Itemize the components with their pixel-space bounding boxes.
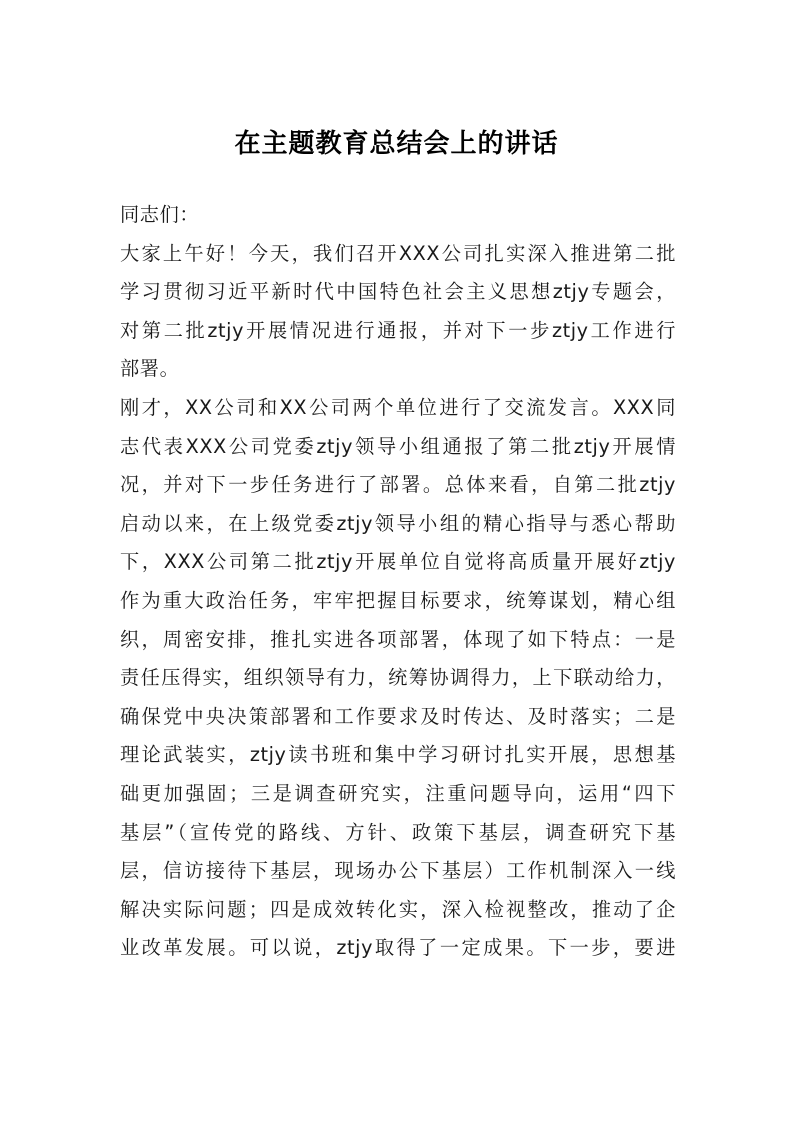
document-body — [120, 196, 676, 968]
paragraph-2 — [120, 389, 676, 968]
paragraph-line: 况，并对下一步任务进行了部署。总体来看，自第二批ztjy — [120, 473, 676, 497]
paragraph-line: 对第二批ztjy开展情况进行通报，并对下一步ztjy工作进行 — [120, 318, 676, 342]
paragraph-line: 部署。 — [120, 357, 180, 381]
paragraph-line: 启动以来，在上级党委ztjy领导小组的精心指导与悉心帮助 — [120, 511, 676, 535]
paragraph-line: 确保党中央决策部署和工作要求及时传达、及时落实；二是 — [120, 704, 676, 728]
paragraph-line: 大家上午好！今天，我们召开XXX公司扎实深入推进第二批 — [120, 241, 676, 265]
paragraph-line: 理论武装实，ztjy读书班和集中学习研讨扎实开展，思想基 — [120, 743, 676, 767]
paragraph-line: 基层”（宣传党的路线、方针、政策下基层，调查研究下基 — [120, 820, 676, 844]
paragraph-line: 志代表XXX公司党委ztjy领导小组通报了第二批ztjy开展情 — [120, 434, 676, 458]
paragraph-line: 刚才，XX公司和XX公司两个单位进行了交流发言。XXX同 — [120, 395, 676, 419]
salutation: 同志们： — [120, 203, 200, 226]
paragraph-line: 作为重大政治任务，牢牢把握目标要求，统筹谋划，精心组 — [120, 588, 676, 612]
paragraph-line: 解决实际问题；四是成效转化实，深入检视整改，推动了企 — [120, 897, 676, 921]
paragraph-line: 学习贯彻习近平新时代中国特色社会主义思想ztjy专题会， — [120, 280, 676, 304]
paragraph-1 — [120, 235, 676, 389]
paragraph-line: 业改革发展。可以说，ztjy取得了一定成果。下一步，要进 — [120, 936, 676, 960]
paragraph-line: 下，XXX公司第二批ztjy开展单位自觉将高质量开展好ztjy — [120, 550, 676, 574]
document-title: 在主题教育总结会上的讲话 — [234, 129, 559, 159]
paragraph-line: 层，信访接待下基层，现场办公下基层）工作机制深入一线 — [120, 859, 676, 883]
paragraph-line: 责任压得实，组织领导有力，统筹协调得力，上下联动给力， — [120, 666, 676, 690]
paragraph-line: 础更加强固；三是调查研究实，注重问题导向，运用“四下 — [120, 781, 676, 805]
paragraph-line: 织，周密安排，推扎实进各项部署，体现了如下特点：一是 — [120, 627, 676, 651]
